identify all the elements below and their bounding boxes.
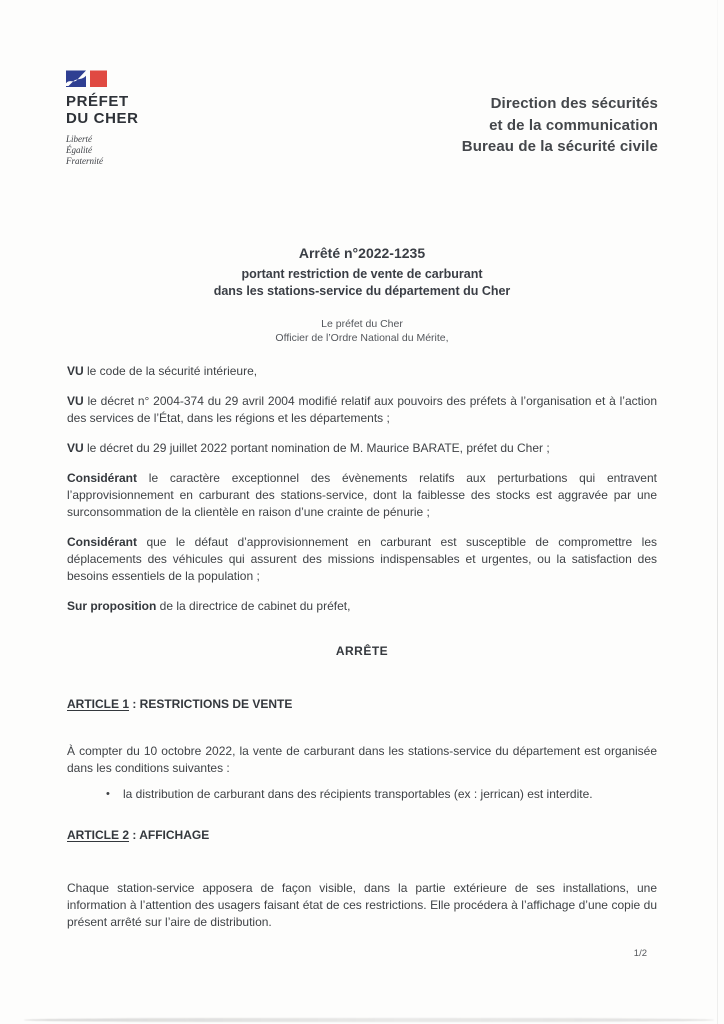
article-2-subject: : AFFICHAGE bbox=[129, 828, 210, 842]
direction-line-2: et de la communication bbox=[489, 116, 658, 134]
issuing-service-block bbox=[462, 93, 658, 158]
prefet-department: DU CHER bbox=[66, 110, 139, 127]
recital-lead: Sur proposition bbox=[67, 599, 157, 613]
decree-enacting-word: ARRÊTE bbox=[335, 644, 389, 658]
recital-lead: VU bbox=[67, 364, 84, 378]
recital-lead: VU bbox=[67, 394, 84, 408]
recital-text: le caractère exceptionnel des évènements relatifs aux perturbations qui entravent l’approvisionnement en carburant des stations-service, dont la faiblesse des stocks est aggravée par une surconsommation de la clientèle en raison d’une crainte de pénurie ; bbox=[67, 471, 657, 519]
recital-vu-1 bbox=[67, 363, 657, 380]
signatory-block bbox=[0, 317, 724, 345]
article-2-label: ARTICLE 2 bbox=[67, 828, 130, 842]
article-1-label: ARTICLE 1 bbox=[67, 697, 130, 711]
direction-line-1: Direction des sécurités bbox=[490, 95, 658, 112]
article-2-heading bbox=[67, 827, 657, 844]
document-title bbox=[0, 245, 724, 300]
recital-considerant-1 bbox=[67, 470, 657, 521]
article-1-subject: : RESTRICTIONS DE VENTE bbox=[129, 697, 293, 711]
bullet-text: la distribution de carburant dans des récipients transportables (ex : jerrican) est interdite. bbox=[123, 787, 593, 801]
article-1-bullet-item bbox=[67, 786, 657, 803]
recital-text: le décret du 29 juillet 2022 portant nomination de M. Maurice BARATE, préfet du Cher ; bbox=[83, 441, 550, 455]
recital-lead: Considérant bbox=[67, 471, 138, 485]
prefet-word: PRÉFET bbox=[66, 93, 129, 110]
page-number: 1/2 bbox=[633, 948, 647, 959]
article-2-body: Chaque station-service apposera de façon visible, dans la partie extérieure de ses installations, une information à l’attention des usagers faisant état de ces restrictions. Elle procédera à l’affichage d’une copie du présent arrêté sur l’aire de distribution. bbox=[67, 881, 657, 929]
document-body bbox=[67, 363, 657, 931]
decree-subtitle-1: portant restriction de vente de carburant bbox=[241, 267, 483, 281]
recital-vu-2 bbox=[67, 393, 657, 427]
signatory-honor: Officier de l’Ordre National du Mérite, bbox=[275, 332, 449, 344]
decree-subtitle-2: dans les stations-service du département du Cher bbox=[213, 284, 511, 298]
recital-sur-proposition bbox=[67, 598, 657, 615]
republic-motto: Liberté Égalité Fraternité bbox=[66, 134, 103, 166]
signatory-title: Le préfet du Cher bbox=[321, 318, 403, 330]
recital-text: le code de la sécurité intérieure, bbox=[83, 364, 258, 378]
article-1-body: À compter du 10 octobre 2022, la vente de carburant dans les stations-service du département est organisée dans les conditions suivantes : bbox=[67, 744, 657, 775]
marianne-flag-icon bbox=[66, 70, 108, 88]
decree-number: Arrêté n°2022-1235 bbox=[298, 245, 426, 261]
recital-text: de la directrice de cabinet du préfet, bbox=[156, 599, 351, 613]
scan-shadow-artifact bbox=[24, 1018, 714, 1022]
scan-edge-artifact bbox=[717, 0, 718, 1024]
recital-vu-3 bbox=[67, 440, 657, 457]
recital-text: le décret n° 2004-374 du 29 avril 2004 modifié relatif aux pouvoirs des préfets à l’organisation et à l’action des services de l’État, dans les régions et les départements ; bbox=[67, 394, 657, 425]
article-1-heading bbox=[67, 696, 657, 713]
recital-text: que le défaut d’approvisionnement en carburant est susceptible de compromettre les déplacements des véhicules qui assurent des missions indispensables et urgentes, ou la satisfaction des besoins essentiels de la population ; bbox=[67, 535, 657, 583]
direction-line-3: Bureau de la sécurité civile bbox=[461, 138, 658, 155]
prefecture-logo-block bbox=[66, 70, 139, 167]
recital-considerant-2 bbox=[67, 534, 657, 585]
recital-lead: Considérant bbox=[67, 535, 138, 549]
recital-lead: VU bbox=[67, 441, 84, 455]
